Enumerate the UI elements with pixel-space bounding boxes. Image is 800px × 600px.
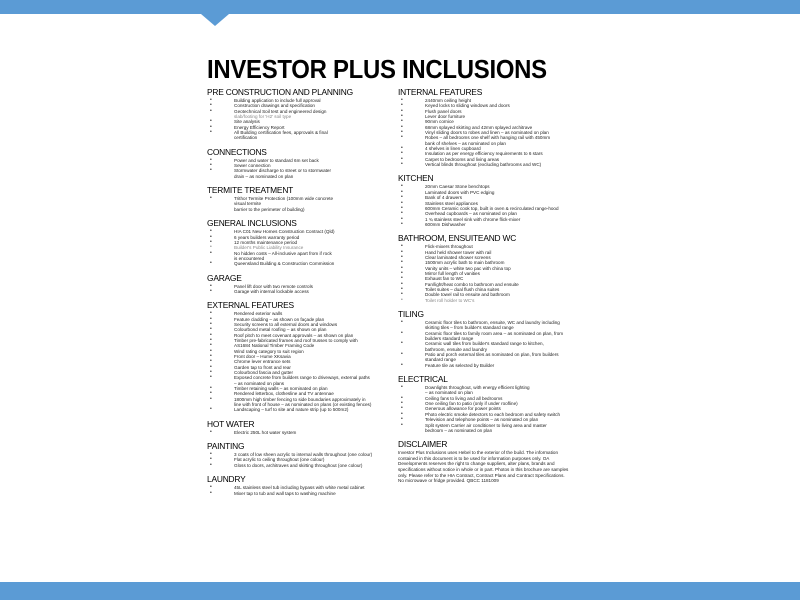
list-item: • Generous allowance for power points bbox=[398, 406, 588, 411]
disclaimer-line: Investor Plus Inclusions uses Hebel to the exterior of the build. The information bbox=[398, 450, 559, 456]
list-item: • 1800mm high timber fencing to side boundaries approximately in bbox=[207, 397, 387, 402]
list-item: • Insulation as per energy efficiency requirements to 6 stars bbox=[398, 151, 588, 156]
list-item: • 12 months maintenance period bbox=[207, 240, 387, 245]
list-item: • Patio and porch external tiles as nominated on plan, from builders bbox=[398, 352, 588, 357]
list-item: • Robes – all bedrooms one shelf with hanging rail with 450mm bbox=[398, 135, 588, 140]
list-item: standard range bbox=[425, 357, 456, 363]
list-item: • Timber retaining walls – as nominated on plan bbox=[207, 386, 387, 391]
disclaimer-line: No microwave or fridge provided. QBCC 1181009 bbox=[398, 478, 499, 484]
list-item: • 68mm splayed skirting and 42mm splayed architrave bbox=[398, 125, 588, 130]
list-item: • Flick-mixers throughout bbox=[398, 244, 588, 249]
inclusion-list bbox=[207, 485, 387, 496]
list-item: • Queensland Building & Construction Commission bbox=[207, 261, 387, 266]
list-item: • Ceramic wall tiles from builder's standard range to kitchen, bbox=[398, 341, 588, 346]
list-item: • AS1684 National Timber Framing Code bbox=[207, 343, 387, 348]
list-item: • Energy Efficiency Report bbox=[207, 125, 387, 130]
list-item: • Chrome lever entrance sets bbox=[207, 359, 387, 364]
list-item: • Garden tap to front and rear bbox=[207, 365, 387, 370]
list-item: • Wind rating category to suit region bbox=[207, 349, 387, 354]
inclusion-list bbox=[207, 452, 387, 468]
inclusion-list bbox=[207, 284, 387, 295]
list-item: • Ceramic floor tiles to bathroom, ensuite, WC and laundry including bbox=[398, 320, 588, 325]
list-item: • Mixer tap to tub and wall taps to washing machine bbox=[207, 491, 387, 496]
list-item: • Gloss to doors, architraves and skirting throughout (one colour) bbox=[207, 463, 387, 468]
list-item: • Security screens to all external doors and windows bbox=[207, 322, 387, 327]
list-item: • Construction drawings and specification bbox=[207, 103, 387, 108]
list-item: • Fan/light/heat combo to bathroom and ensuite bbox=[398, 282, 588, 287]
section-heading: ELECTRICAL bbox=[398, 374, 448, 385]
list-item: • Building application to include full approval bbox=[207, 98, 387, 103]
list-item: – as nominated on plan bbox=[425, 390, 473, 396]
disclaimer-line: Developments reserves the right to change suppliers, alter plans, brands and bbox=[398, 461, 555, 467]
list-item: • 1500mm acrylic bath to main bathroom bbox=[398, 260, 588, 265]
list-item: • 1 ¾ stainless steel sink with chrome flick-mixer bbox=[398, 217, 588, 222]
section-heading: BATHROOM, ENSUITEAND WC bbox=[398, 233, 517, 244]
section-connections bbox=[207, 148, 387, 179]
top-accent-notch bbox=[201, 14, 229, 26]
list-item: • Colourbond metal roofing – as shown on plan bbox=[207, 327, 387, 332]
section-hot-water bbox=[207, 420, 387, 435]
section-heading: GARAGE bbox=[207, 272, 242, 283]
list-item: bathroom, ensuite and laundry bbox=[425, 346, 488, 352]
list-item: • Front door – Hume XKsavia bbox=[207, 354, 387, 359]
section-pre-construction-and-planning bbox=[207, 88, 387, 141]
list-item: • Toilet roll holder to WC's bbox=[398, 298, 588, 303]
top-accent-bar bbox=[0, 0, 800, 14]
list-item: • One ceiling fan to patio (only if under roofline) bbox=[398, 401, 588, 406]
list-item: • 3 coats of low sheen acrylic to internal walls throughout (one colour) bbox=[207, 452, 387, 457]
list-item: • Lever door furniture bbox=[398, 114, 588, 119]
list-item: • Timber pre-fabricated frames and roof trusses to comply with bbox=[207, 338, 387, 343]
list-item: builders standard range bbox=[425, 336, 474, 342]
section-heading: INTERNAL FEATURES bbox=[398, 87, 483, 97]
section-internal-features bbox=[398, 88, 588, 167]
inclusion-list bbox=[207, 430, 387, 435]
section-general-inclusions bbox=[207, 219, 387, 266]
bottom-accent-bar bbox=[0, 582, 800, 600]
list-item: • Exhaust fan to WC bbox=[398, 276, 588, 281]
section-external-features bbox=[207, 301, 387, 413]
list-item: • Landscaping – turf to site and nature strip (up to 500m2) bbox=[207, 407, 387, 412]
list-item: visual termite bbox=[234, 201, 262, 207]
list-item: • Power and water to standard 6m set back bbox=[207, 158, 387, 163]
list-item: • Feature cladding – as shown on façade plan bbox=[207, 317, 387, 322]
inclusion-list bbox=[398, 320, 588, 368]
list-item: • Garage with internal lockable access bbox=[207, 289, 387, 294]
list-item: • Feature tile as selected by Builder bbox=[398, 363, 588, 368]
list-item: • Exposed concrete from builders range to driveways, external paths bbox=[207, 375, 387, 380]
section-heading: HOT WATER bbox=[207, 418, 255, 429]
inclusion-list bbox=[207, 229, 387, 266]
list-item: • Carpet to bedrooms and living areas bbox=[398, 157, 588, 162]
list-item: bedroom – as nominated on plan bbox=[425, 427, 493, 433]
list-item: • Stainless steel appliances bbox=[398, 201, 588, 206]
list-item: • Flat acrylic to ceiling throughout (one colour) bbox=[207, 457, 387, 462]
section-heading: EXTERNAL FEATURES bbox=[207, 300, 294, 311]
inclusion-list bbox=[207, 311, 387, 413]
list-item: • Panel lift door with two remote controls bbox=[207, 284, 387, 289]
list-item: • Vanity units – white two pac with china top bbox=[398, 266, 588, 271]
list-item: • 45L stainless steel tub including bypass with white metal cabinet bbox=[207, 485, 387, 490]
inclusion-list bbox=[207, 158, 387, 179]
list-item: • Ceramic floor tiles to family room area – as nominated on plan, from bbox=[398, 331, 588, 336]
list-item: • Laminated doors with PVC edging bbox=[398, 190, 588, 195]
list-item: • Hand held shower tower with rail bbox=[398, 250, 588, 255]
list-item: • Bank of 4 drawers bbox=[398, 195, 588, 200]
page-title: INVESTOR PLUS INCLUSIONS bbox=[207, 54, 547, 84]
section-heading: GENERAL INCLUSIONS bbox=[207, 218, 297, 229]
list-item: • Toilet suites – dual flush china suites bbox=[398, 287, 588, 292]
list-item: • Builder's Public Liability Insurance bbox=[207, 245, 387, 250]
section-laundry bbox=[207, 475, 387, 496]
list-item: • Rendered exterior walls bbox=[207, 311, 387, 316]
list-item: certification bbox=[234, 135, 258, 141]
list-item: drain – as nominated on plan bbox=[234, 173, 294, 179]
list-item: • Clear laminated shower screens bbox=[398, 255, 588, 260]
left-column bbox=[207, 88, 387, 496]
inclusion-list bbox=[207, 98, 387, 141]
section-bathroom-ensuiteand-wc bbox=[398, 234, 588, 303]
section-painting bbox=[207, 442, 387, 468]
list-item: • Photo electric smoke detectors to each bedroom and safety switch bbox=[398, 412, 588, 417]
list-item: • Geotechnical Soil test and engineered design bbox=[207, 109, 387, 114]
list-item: • Colourbond fascia and gutter bbox=[207, 370, 387, 375]
section-kitchen bbox=[398, 174, 588, 227]
section-heading: KITCHEN bbox=[398, 173, 434, 184]
section-tiling bbox=[398, 310, 588, 368]
list-item: slab/footing for 'H2' soil type bbox=[234, 114, 292, 120]
inclusion-list bbox=[398, 244, 588, 303]
list-item: skirting tiles – from builder's standard range bbox=[425, 325, 514, 331]
list-item: • No hidden costs – All-inclusive apart from if rock bbox=[207, 251, 387, 256]
list-item: • Split system Carrier air conditioner to living area and master bbox=[398, 423, 588, 428]
disclaimer-line: specifications without notice in whole or in part. Photos in this brochure are samples bbox=[398, 466, 569, 472]
list-item: • 600mm Dishwasher bbox=[398, 222, 588, 227]
inclusion-list bbox=[207, 196, 387, 212]
section-heading: PRE CONSTRUCTION AND PLANNING bbox=[207, 87, 353, 97]
list-item: • Rendered letterbox, clothesline and TV antennae bbox=[207, 391, 387, 396]
list-item: • Electric 250L hot water system bbox=[207, 430, 387, 435]
list-item: • Stormwater discharge to street or to stormwater bbox=[207, 168, 387, 173]
section-heading: CONNECTIONS bbox=[207, 146, 267, 157]
list-item: • Keyed locks to sliding windows and doors bbox=[398, 103, 588, 108]
list-item: • 6 years builders warranty period bbox=[207, 235, 387, 240]
list-item: • 20mm Caesar Stone benchtops bbox=[398, 184, 588, 189]
list-item: • Sewer connection bbox=[207, 163, 387, 168]
list-item: • Flush panel doors bbox=[398, 109, 588, 114]
list-item: • 4 shelves in linen cupboard bbox=[398, 146, 588, 151]
disclaimer-line: contained in this document is to be used for information purposes only. OA bbox=[398, 455, 550, 461]
list-item: • All Building certification fees, approvals & final bbox=[207, 130, 387, 135]
list-item: • 2440mm ceiling height bbox=[398, 98, 588, 103]
list-item: barrier to the perimeter of building) bbox=[234, 206, 305, 212]
list-item: • Vertical blinds throughout (excluding bathrooms and WC) bbox=[398, 162, 588, 167]
section-garage bbox=[207, 274, 387, 295]
disclaimer-heading: DISCLAIMER bbox=[398, 439, 448, 450]
list-item: • Trithor Termite Protection (100mm wide concrete bbox=[207, 196, 387, 201]
list-item: – as nominated on plans bbox=[234, 380, 285, 386]
section-termite-treatment bbox=[207, 186, 387, 212]
inclusion-list bbox=[398, 98, 588, 167]
list-item: • Ceiling fans to living and all bedrooms bbox=[398, 396, 588, 401]
inclusion-list bbox=[398, 385, 588, 433]
list-item: • Television and telephone points – as nominated on plan bbox=[398, 417, 588, 422]
section-heading: PAINTING bbox=[207, 441, 245, 452]
disclaimer-line: only. Please refer to the HIA Contract, Contract Plans and Contract Specifications. bbox=[398, 472, 565, 478]
section-electrical bbox=[398, 375, 588, 433]
disclaimer-section bbox=[398, 440, 588, 484]
list-item: • Vinyl sliding doors to robes and linen – as nominated on plan bbox=[398, 130, 588, 135]
list-item: • Downlights throughout, with energy efficient lighting bbox=[398, 385, 588, 390]
section-heading: LAUNDRY bbox=[207, 474, 246, 485]
inclusion-list bbox=[398, 184, 588, 227]
list-item: • 600mm Ceramic cook top, built in oven & recirculated range-hood bbox=[398, 206, 588, 211]
right-column bbox=[398, 88, 588, 484]
list-item: • Site analysis bbox=[207, 119, 387, 124]
section-heading: TERMITE TREATMENT bbox=[207, 185, 294, 196]
section-heading: TILING bbox=[398, 309, 424, 319]
list-item: line with front of house – as nominated on plans (or existing fences) bbox=[234, 402, 372, 408]
list-item: is encountered bbox=[234, 255, 265, 261]
list-item: • HIA C01 New Homes Construction Contract (Qld) bbox=[207, 229, 387, 234]
list-item: • 90mm cornice bbox=[398, 119, 588, 124]
list-item: • Double towel rail to ensuite and bathroom bbox=[398, 292, 588, 297]
list-item: • Roof pitch to meet covenant approvals – as shown on plan bbox=[207, 333, 387, 338]
list-item: • Mirror full length of vanities bbox=[398, 271, 588, 276]
list-item: • Overhead cupboards – as nominated on plan bbox=[398, 211, 588, 216]
list-item: bank of shelves – as nominated on plan bbox=[425, 140, 506, 146]
